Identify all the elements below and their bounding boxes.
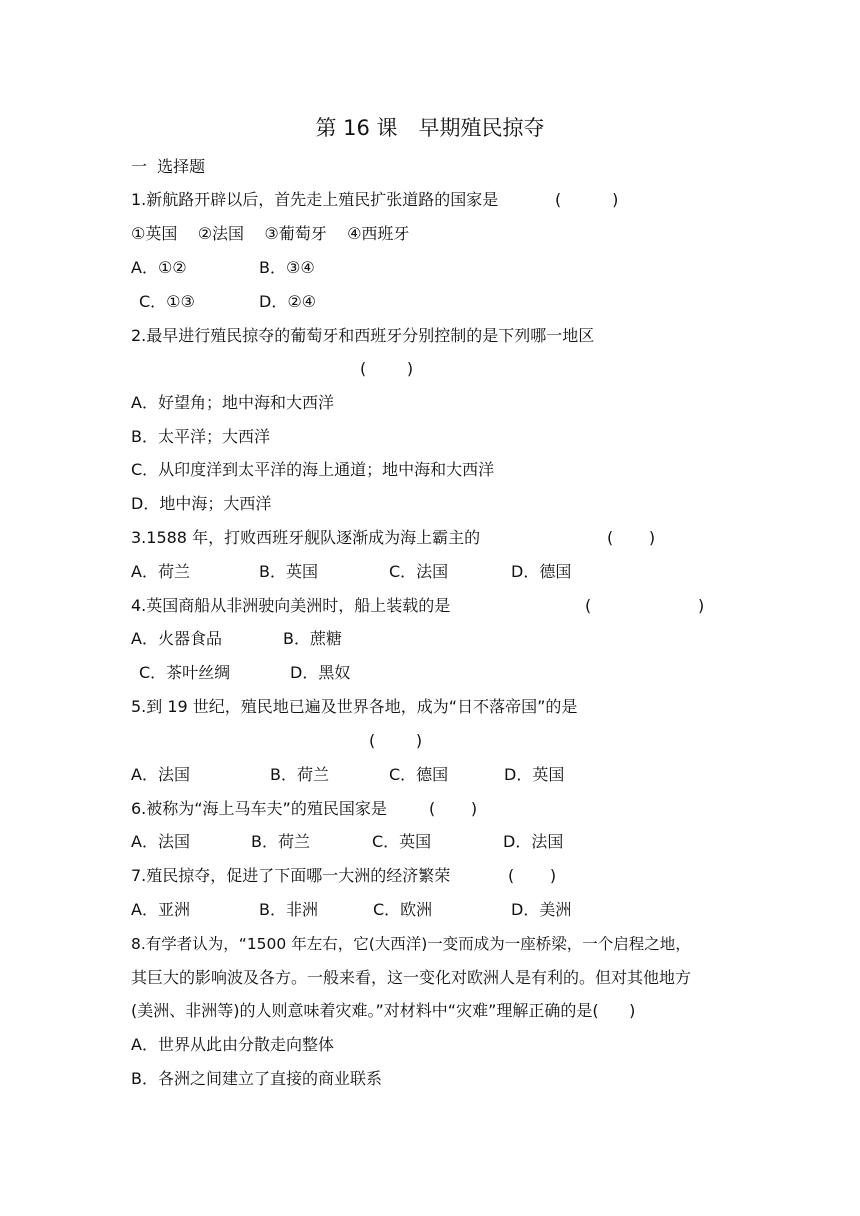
question-7-stem: 7.殖民掠夺，促进了下面哪一大洲的经济繁荣 [131,866,451,885]
question-5-option-c: C．德国 [389,765,449,784]
question-5-option-b: B．荷兰 [270,765,329,784]
question-1-items: ①英国 ②法国 ③葡萄牙 ④西班牙 [131,224,410,243]
question-2-stem: 2.最早进行殖民掠夺的葡萄牙和西班牙分别控制的是下列哪一地区 [131,326,595,345]
question-6-option-a: A．法国 [131,832,190,851]
question-8-stem-line-2: 其巨大的影响波及各方。一般来看，这一变化对欧洲人是有利的。但对其他地方 [131,968,692,987]
question-2-option-a: A．好望角；地中海和大西洋 [131,393,334,412]
question-4-option-b: B．蔗糖 [283,629,342,648]
question-5-option-d: D．英国 [504,765,565,784]
question-3-option-c: C．法国 [389,562,449,581]
question-4-stem: 4.英国商船从非洲驶向美洲时，船上装载的是 [131,596,451,615]
question-1-option-d: D．②④ [259,292,317,311]
question-7-blank: ( ) [508,866,557,885]
question-2-option-c: C．从印度洋到太平洋的海上通道；地中海和大西洋 [131,460,495,479]
question-3-option-d: D．德国 [511,562,572,581]
question-1-option-c: C．①③ [139,292,195,311]
question-4-option-a: A．火器食品 [131,629,222,648]
question-1-blank: ( ) [555,190,619,209]
question-8-stem-line-3: (美洲、非洲等)的人则意味着灾难。”对材料中“灾难”理解正确的是( ) [131,1001,636,1020]
question-7-option-b: B．非洲 [259,900,318,919]
question-3-option-a: A．荷兰 [131,562,190,581]
question-7-option-c: C．欧洲 [373,900,433,919]
question-7-option-a: A．亚洲 [131,900,190,919]
question-1-option-a: A．①② [131,258,187,277]
question-1-option-b: B．③④ [259,258,315,277]
question-6-option-d: D．法国 [503,832,564,851]
question-4-option-c: C．茶叶丝绸 [139,663,231,682]
page-title: 第 16 课 早期殖民掠夺 [315,116,545,140]
question-3-blank: ( ) [607,528,656,547]
question-8-option-b: B．各洲之间建立了直接的商业联系 [131,1069,382,1088]
question-5-stem: 5.到 19 世纪，殖民地已遍及世界各地，成为“日不落帝国”的是 [131,697,578,716]
question-6-option-c: C．英国 [372,832,432,851]
question-6-stem: 6.被称为“海上马车夫”的殖民国家是 [131,799,387,818]
question-5-blank: ( ) [369,731,423,750]
question-3-option-b: B．英国 [259,562,318,581]
question-2-blank: ( ) [360,359,414,378]
question-4-blank: ( ) [585,596,705,615]
question-6-option-b: B．荷兰 [251,832,310,851]
question-6-blank: ( ) [429,799,478,818]
question-2-option-d: D．地中海；大西洋 [131,494,272,513]
section-heading: 一 选择题 [131,157,206,176]
question-8-option-a: A．世界从此由分散走向整体 [131,1035,334,1054]
question-4-option-d: D．黑奴 [290,663,351,682]
question-5-option-a: A．法国 [131,765,190,784]
question-7-option-d: D．美洲 [511,900,572,919]
question-2-option-b: B．太平洋；大西洋 [131,427,270,446]
question-1-stem: 1.新航路开辟以后，首先走上殖民扩张道路的国家是 [131,190,499,209]
question-8-stem-line-1: 8.有学者认为，“1500 年左右，它(大西洋)一变而成为一座桥梁，一个启程之地， [131,935,691,953]
question-3-stem: 3.1588 年，打败西班牙舰队逐渐成为海上霸主的 [131,528,481,547]
